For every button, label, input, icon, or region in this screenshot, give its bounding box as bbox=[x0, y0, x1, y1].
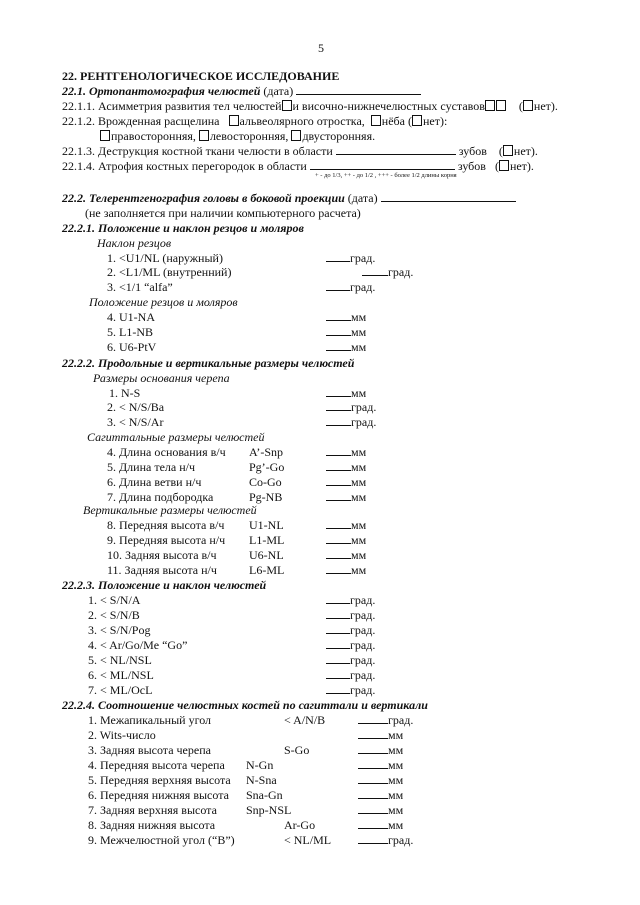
measurement-value-field bbox=[326, 549, 366, 561]
measurement-unit: град. bbox=[388, 713, 414, 727]
measurement-unit: мм bbox=[388, 743, 404, 757]
palate-checkbox[interactable] bbox=[371, 115, 381, 126]
value-blank[interactable] bbox=[326, 311, 351, 321]
measurement-label: 1. <U1/NL (наружный) bbox=[107, 251, 223, 265]
item-22-1-2: 22.1.2. Врожденная расщелина альвеолярного отростка, нёба ( нет): bbox=[62, 114, 448, 128]
atrophy-teeth-field[interactable] bbox=[310, 160, 455, 170]
value-blank[interactable] bbox=[326, 564, 351, 574]
measurement-value-field bbox=[326, 341, 366, 353]
measurement-code: Pg-NB bbox=[249, 490, 283, 504]
item-22-1-1: 22.1.1. Асимметрия развития тел челюстей и височно-нижнечелюстных суставов ( нет). bbox=[62, 99, 558, 113]
value-blank[interactable] bbox=[358, 819, 388, 829]
measurement-value-field bbox=[326, 401, 376, 413]
measurement-unit: град. bbox=[350, 638, 376, 652]
measurement-code: N-Gn bbox=[246, 758, 274, 772]
measurement-label: 1. N-S bbox=[109, 386, 141, 400]
measurement-code: N-Sna bbox=[246, 773, 277, 787]
measurement-value-field bbox=[358, 729, 403, 741]
tmj-checkbox-2[interactable] bbox=[496, 100, 506, 111]
destruction-teeth-field[interactable] bbox=[336, 145, 456, 155]
asymmetry-no-checkbox[interactable] bbox=[523, 100, 533, 111]
measurement-value-field bbox=[326, 669, 375, 681]
measurement-unit: мм bbox=[388, 758, 404, 772]
measurement-value-field bbox=[326, 416, 376, 428]
measurement-label: 10. Задняя высота в/ч bbox=[107, 548, 217, 562]
value-blank[interactable] bbox=[358, 759, 388, 769]
value-blank[interactable] bbox=[326, 387, 351, 397]
measurement-value-field bbox=[326, 311, 366, 323]
value-blank[interactable] bbox=[362, 266, 388, 276]
value-blank[interactable] bbox=[326, 639, 350, 649]
subheading-incisor-molar-position: Положение резцов и моляров bbox=[89, 295, 238, 309]
measurement-unit: мм bbox=[351, 563, 367, 577]
measurement-label: 3. < N/S/Ar bbox=[107, 415, 164, 429]
measurement-value-field bbox=[326, 252, 375, 264]
measurement-label: 4. < Ar/Go/Me “Go” bbox=[88, 638, 188, 652]
measurement-unit: мм bbox=[351, 518, 367, 532]
measurement-label: 3. Задняя высота черепа bbox=[88, 743, 211, 757]
measurement-label: 6. Передняя нижняя высота bbox=[88, 788, 229, 802]
value-blank[interactable] bbox=[326, 461, 351, 471]
value-blank[interactable] bbox=[326, 446, 351, 456]
measurement-unit: мм bbox=[351, 548, 367, 562]
measurement-value-field bbox=[326, 461, 366, 473]
measurement-unit: мм bbox=[351, 325, 367, 339]
subheading-skull-base: Размеры основания черепа bbox=[93, 371, 230, 385]
measurement-unit: град. bbox=[350, 280, 376, 294]
subheading-vertical: Вертикальные размеры челюстей bbox=[83, 503, 257, 517]
value-blank[interactable] bbox=[358, 789, 388, 799]
measurement-label: 2. <L1/ML (внутренний) bbox=[107, 265, 232, 279]
measurement-unit: мм bbox=[351, 490, 367, 504]
measurement-code: Sna-Gn bbox=[246, 788, 283, 802]
measurement-label: 5. Длина тела н/ч bbox=[107, 460, 196, 474]
value-blank[interactable] bbox=[326, 609, 350, 619]
section-22-2-3-heading: 22.2.3. Положение и наклон челюстей bbox=[62, 578, 267, 592]
measurement-code: < A/N/B bbox=[284, 713, 326, 727]
measurement-code: Pg’-Go bbox=[249, 460, 285, 474]
section-22-2-1-heading: 22.2.1. Положение и наклон резцов и моляров bbox=[62, 221, 304, 235]
measurement-label: 3. <1/1 “alfa” bbox=[107, 280, 173, 294]
value-blank[interactable] bbox=[326, 491, 351, 501]
measurement-code: L1-ML bbox=[249, 533, 285, 547]
measurement-code: L6-ML bbox=[249, 563, 285, 577]
value-blank[interactable] bbox=[326, 654, 350, 664]
measurement-unit: мм bbox=[388, 788, 404, 802]
value-blank[interactable] bbox=[326, 281, 350, 291]
value-blank[interactable] bbox=[358, 714, 388, 724]
measurement-value-field bbox=[326, 684, 375, 696]
measurement-label: 2. < S/N/B bbox=[88, 608, 140, 622]
value-blank[interactable] bbox=[326, 401, 351, 411]
measurement-unit: мм bbox=[388, 773, 404, 787]
measurement-label: 3. < S/N/Pog bbox=[88, 623, 151, 637]
computer-note: (не заполняется при наличии компьютерного расчета) bbox=[85, 206, 361, 220]
measurement-label: 5. Передняя верхняя высота bbox=[88, 773, 231, 787]
item-22-1-3: 22.1.3. Деструкция костной ткани челюсти в области зубов ( нет). bbox=[62, 144, 538, 158]
measurement-label: 2. < N/S/Ba bbox=[107, 400, 165, 414]
destruction-no-checkbox[interactable] bbox=[503, 145, 513, 156]
measurement-value-field bbox=[326, 534, 366, 546]
bilateral-checkbox[interactable] bbox=[291, 130, 301, 141]
measurement-label: 9. Межчелюстной угол (“B”) bbox=[88, 833, 235, 847]
measurement-unit: град. bbox=[350, 683, 376, 697]
measurement-label: 9. Передняя высота н/ч bbox=[107, 533, 226, 547]
alveolar-checkbox[interactable] bbox=[229, 115, 239, 126]
value-blank[interactable] bbox=[326, 519, 351, 529]
measurement-label: 6. Длина ветви н/ч bbox=[107, 475, 202, 489]
measurement-code: < NL/ML bbox=[284, 833, 332, 847]
measurement-label: 1. < S/N/A bbox=[88, 593, 141, 607]
trg-date-field[interactable] bbox=[381, 192, 516, 202]
measurement-label: 5. L1-NB bbox=[107, 325, 153, 339]
measurement-label: 11. Задняя высота н/ч bbox=[107, 563, 217, 577]
measurement-unit: град. bbox=[350, 623, 376, 637]
measurement-unit: град. bbox=[350, 668, 376, 682]
measurement-label: 7. < ML/OcL bbox=[88, 683, 153, 697]
section-22-2-2-heading: 22.2.2. Продольные и вертикальные размеры челюстей bbox=[62, 356, 355, 370]
value-blank[interactable] bbox=[358, 744, 388, 754]
atrophy-no-checkbox[interactable] bbox=[499, 160, 509, 171]
measurement-label: 4. U1-NA bbox=[107, 310, 155, 324]
measurement-value-field bbox=[326, 446, 366, 458]
measurement-value-field bbox=[326, 609, 375, 621]
right-side-checkbox[interactable] bbox=[100, 130, 110, 141]
measurement-label: 2. Wits-число bbox=[88, 728, 156, 742]
cleft-no-checkbox[interactable] bbox=[412, 115, 422, 126]
measurement-unit: град. bbox=[350, 653, 376, 667]
measurement-value-field bbox=[326, 639, 375, 651]
measurement-value-field bbox=[358, 759, 403, 771]
measurement-value-field bbox=[326, 326, 366, 338]
measurement-unit: мм bbox=[388, 818, 404, 832]
measurement-unit: мм bbox=[351, 445, 367, 459]
measurement-value-field bbox=[358, 804, 403, 816]
measurement-value-field bbox=[358, 834, 413, 846]
measurement-unit: мм bbox=[351, 386, 367, 400]
section-22-2-heading: 22.2. Телерентгенография головы в боковой проекции (дата) bbox=[62, 192, 516, 204]
measurement-label: 4. Длина основания в/ч bbox=[107, 445, 226, 459]
measurement-label: 5. < NL/NSL bbox=[88, 653, 152, 667]
ortho-date-field[interactable] bbox=[296, 85, 421, 95]
measurement-unit: мм bbox=[388, 803, 404, 817]
measurement-value-field bbox=[326, 519, 366, 531]
asymmetry-checkbox[interactable] bbox=[282, 100, 292, 111]
measurement-label: 1. Межапикальный угол bbox=[88, 713, 212, 727]
measurement-value-field bbox=[358, 744, 403, 756]
cleft-side-options: правосторонняя, левосторонняя, двусторонняя. bbox=[100, 130, 375, 142]
measurement-unit: мм bbox=[351, 340, 367, 354]
measurement-label: 4. Передняя высота черепа bbox=[88, 758, 225, 772]
measurement-label: 7. Задняя верхняя высота bbox=[88, 803, 217, 817]
measurement-value-field bbox=[326, 491, 366, 503]
measurement-value-field bbox=[326, 654, 375, 666]
section-title: 22. РЕНТГЕНОЛОГИЧЕСКОЕ ИССЛЕДОВАНИЕ bbox=[62, 69, 340, 83]
measurement-value-field bbox=[358, 819, 403, 831]
measurement-unit: град. bbox=[350, 251, 376, 265]
value-blank[interactable] bbox=[326, 594, 350, 604]
measurement-code: U6-NL bbox=[249, 548, 284, 562]
subheading-sagittal: Сагиттальные размеры челюстей bbox=[87, 430, 265, 444]
measurement-unit: град. bbox=[388, 265, 414, 279]
measurement-label: 6. < ML/NSL bbox=[88, 668, 154, 682]
subheading-incisor-incline: Наклон резцов bbox=[97, 236, 172, 250]
value-blank[interactable] bbox=[326, 669, 350, 679]
measurement-code: Ar-Go bbox=[284, 818, 316, 832]
measurement-unit: град. bbox=[351, 400, 377, 414]
measurement-unit: мм bbox=[351, 533, 367, 547]
measurement-unit: мм bbox=[351, 460, 367, 474]
measurement-code: U1-NL bbox=[249, 518, 284, 532]
measurement-code: A’-Snp bbox=[249, 445, 284, 459]
measurement-value-field bbox=[326, 281, 375, 293]
value-blank[interactable] bbox=[326, 476, 351, 486]
value-blank[interactable] bbox=[326, 326, 351, 336]
value-blank[interactable] bbox=[326, 341, 351, 351]
measurement-unit: град. bbox=[350, 593, 376, 607]
left-side-checkbox[interactable] bbox=[199, 130, 209, 141]
measurement-unit: град. bbox=[351, 415, 377, 429]
value-blank[interactable] bbox=[358, 834, 388, 844]
value-blank[interactable] bbox=[358, 729, 388, 739]
value-blank[interactable] bbox=[326, 416, 351, 426]
section-22-1-heading: 22.1. Ортопантомография челюстей (дата) bbox=[62, 85, 421, 97]
value-blank[interactable] bbox=[326, 252, 350, 262]
page-number: 5 bbox=[318, 41, 324, 55]
value-blank[interactable] bbox=[326, 624, 350, 634]
item-22-1-4: 22.1.4. Атрофия костных перегородок в области зубов ( нет). bbox=[62, 159, 534, 173]
measurement-value-field bbox=[358, 789, 403, 801]
measurement-unit: мм bbox=[388, 728, 404, 742]
measurement-value-field bbox=[358, 774, 403, 786]
measurement-label: 7. Длина подбородка bbox=[107, 490, 214, 504]
value-blank[interactable] bbox=[326, 684, 350, 694]
measurement-value-field bbox=[326, 476, 366, 488]
value-blank[interactable] bbox=[326, 534, 351, 544]
value-blank[interactable] bbox=[358, 804, 388, 814]
measurement-value-field bbox=[362, 266, 413, 278]
measurement-unit: мм bbox=[351, 310, 367, 324]
measurement-value-field bbox=[326, 594, 375, 606]
atrophy-legend: + - до 1/3, ++ - до 1/2 , +++ - более 1/2 длины корня bbox=[315, 172, 457, 179]
measurement-code: S-Go bbox=[284, 743, 310, 757]
measurement-label: 8. Задняя нижняя высота bbox=[88, 818, 216, 832]
value-blank[interactable] bbox=[358, 774, 388, 784]
measurement-value-field bbox=[326, 624, 375, 636]
measurement-code: Snp-NSL bbox=[246, 803, 292, 817]
tmj-checkbox-1[interactable] bbox=[485, 100, 495, 111]
measurement-label: 6. U6-PtV bbox=[107, 340, 157, 354]
section-22-2-4-heading: 22.2.4. Соотношение челюстных костей по сагиттали и вертикали bbox=[62, 698, 428, 712]
measurement-unit: град. bbox=[388, 833, 414, 847]
measurement-unit: мм bbox=[351, 475, 367, 489]
measurement-label: 8. Передняя высота в/ч bbox=[107, 518, 225, 532]
measurement-value-field bbox=[326, 564, 366, 576]
measurement-unit: град. bbox=[350, 608, 376, 622]
measurement-value-field bbox=[358, 714, 413, 726]
value-blank[interactable] bbox=[326, 549, 351, 559]
measurement-code: Co-Go bbox=[249, 475, 282, 489]
measurement-value-field bbox=[326, 387, 366, 399]
